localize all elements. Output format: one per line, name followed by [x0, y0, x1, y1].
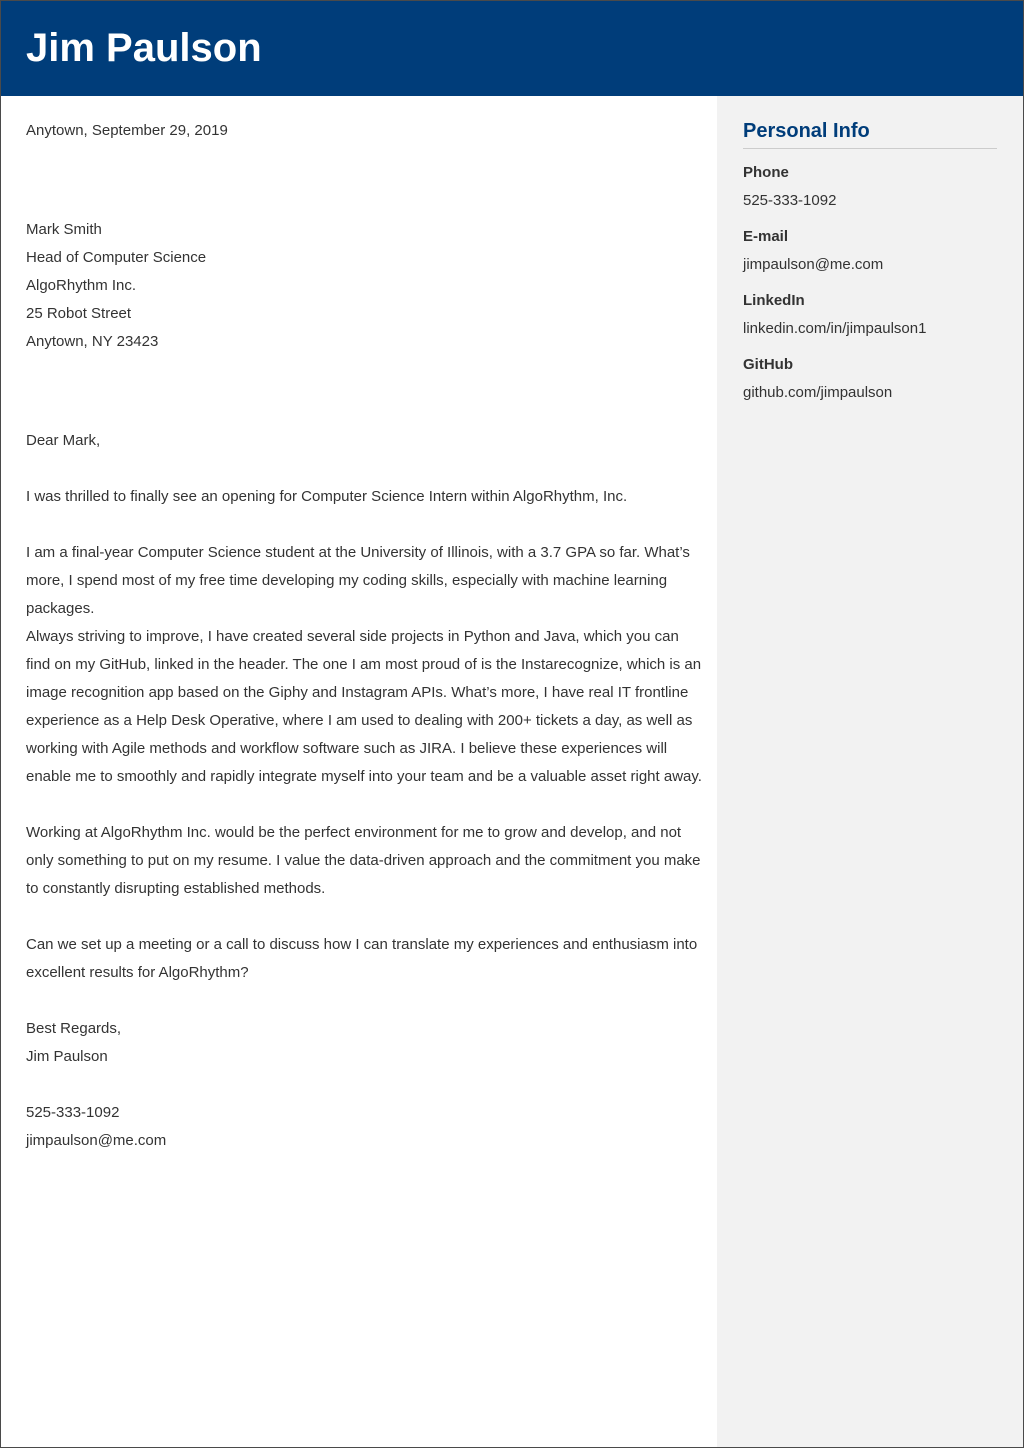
linkedin-label: LinkedIn: [743, 292, 805, 309]
recipient-address: [26, 216, 706, 356]
recipient-company: AlgoRhythm Inc.: [26, 277, 137, 294]
recipient-city: Anytown, NY 23423: [26, 333, 159, 350]
personal-info-sidebar: [717, 96, 1023, 1447]
letter-date: Anytown, September 29, 2019: [26, 122, 228, 139]
recipient-street: 25 Robot Street: [26, 305, 132, 322]
letter-body: [26, 117, 706, 1155]
applicant-name: Jim Paulson: [26, 26, 262, 70]
letter-signature: Jim Paulson: [26, 1048, 108, 1065]
letter-paragraph: I am a final-year Computer Science student at the University of Illinois, with a 3.7 GPA so far. What’s more, I spend most of my free time developing my coding skills, especially with machine learning packages.: [26, 544, 690, 617]
recipient-name: Mark Smith: [26, 221, 102, 238]
letter-paragraph: Can we set up a meeting or a call to discuss how I can translate my experiences and enthusiasm into excellent results for AlgoRhythm?: [26, 936, 698, 981]
sidebar-title: Personal Info: [743, 118, 997, 149]
footer-email: jimpaulson@me.com: [26, 1132, 167, 1149]
letter-paragraph: Working at AlgoRhythm Inc. would be the perfect environment for me to grow and develop, and not only something to put on my resume. I value the data-driven approach and the commitment you make to constantly disrupting established methods.: [26, 824, 701, 897]
letter-paragraph: Always striving to improve, I have created several side projects in Python and Java, which you can find on my GitHub, linked in the header. The one I am most proud of is the Instarecognize, which is an image recognition app based on the Giphy and Instagram APIs. What’s more, I have real IT frontline experience as a Help Desk Operative, where I am used to dealing with 200+ tickets a day, as well as working with Agile methods and workflow software such as JIRA. I believe these experiences will enable me to smoothly and rapidly integrate myself into your team and be a valuable asset right away.: [26, 628, 702, 785]
recipient-title: Head of Computer Science: [26, 249, 207, 266]
email-value[interactable]: jimpaulson@me.com: [743, 256, 884, 273]
linkedin-value[interactable]: linkedin.com/in/jimpaulson1: [743, 320, 927, 337]
header-bar: [1, 1, 1023, 96]
footer-phone: 525-333-1092: [26, 1104, 120, 1121]
github-value[interactable]: github.com/jimpaulson: [743, 384, 893, 401]
letter-paragraph: I was thrilled to finally see an opening for Computer Science Intern within AlgoRhythm, Inc.: [26, 488, 628, 505]
letter-closing: Best Regards,: [26, 1020, 122, 1037]
phone-label: Phone: [743, 164, 789, 181]
email-label: E-mail: [743, 228, 789, 245]
letter-greeting: Dear Mark,: [26, 432, 101, 449]
github-label: GitHub: [743, 356, 793, 373]
phone-value: 525-333-1092: [743, 192, 837, 209]
